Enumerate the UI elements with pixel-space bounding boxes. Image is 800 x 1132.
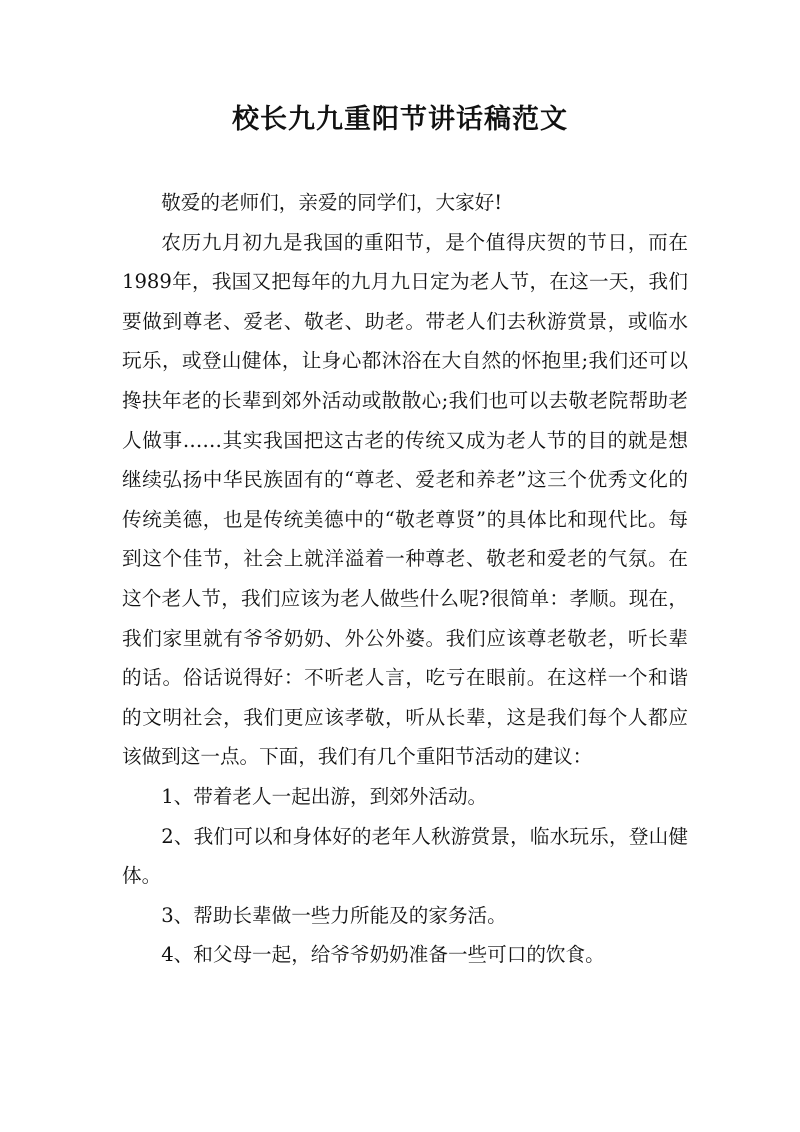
suggestion-item-1: 1、带着老人一起出游，到郊外活动。 [161,784,488,808]
greeting-paragraph: 敬爱的老师们，亲爱的同学们，大家好! [161,191,503,214]
suggestion-item-2: 2、我们可以和身体好的老年人秋游赏景，临水玩乐，登山健体。 [122,824,688,888]
document-body [122,183,688,975]
document-title: 校长九九重阳节讲话稿范文 [232,104,568,135]
main-paragraph: 农历九月初九是我国的重阳节，是个值得庆贺的节日，而在1989年，我国又把每年的九月九日定为老人节，在这一天，我们要做到尊老、爱老、敬老、助老。带老人们去秋游赏景，或临水玩乐，或登山健体，让身心都沐浴在大自然的怀抱里;我们还可以搀扶年老的长辈到郊外活动或散散心;我们也可以去敬老院帮助老人做事……其实我国把这古老的传统又成为老人节的目的就是想继续弘扬中华民族固有的“尊老、爱老和养老”这三个优秀文化的传统美德，也是传统美德中的“敬老尊贤”的具体比和现代比。每到这个佳节，社会上就洋溢着一种尊老、敬老和爱老的气氛。在这个老人节，我们应该为老人做些什么呢?很简单：孝顺。现在，我们家里就有爷爷奶奶、外公外婆。我们应该尊老敬老，听长辈的话。俗话说得好：不听老人言，吃亏在眼前。在这样一个和谐的文明社会，我们更应该孝敬，听从长辈，这是我们每个人都应该做到这一点。下面，我们有几个重阳节活动的建议： [122,230,688,769]
suggestion-item-3: 3、帮助长辈做一些力所能及的家务活。 [161,903,507,927]
suggestion-item-4: 4、和父母一起，给爷爷奶奶准备一些可口的饮食。 [161,943,605,967]
